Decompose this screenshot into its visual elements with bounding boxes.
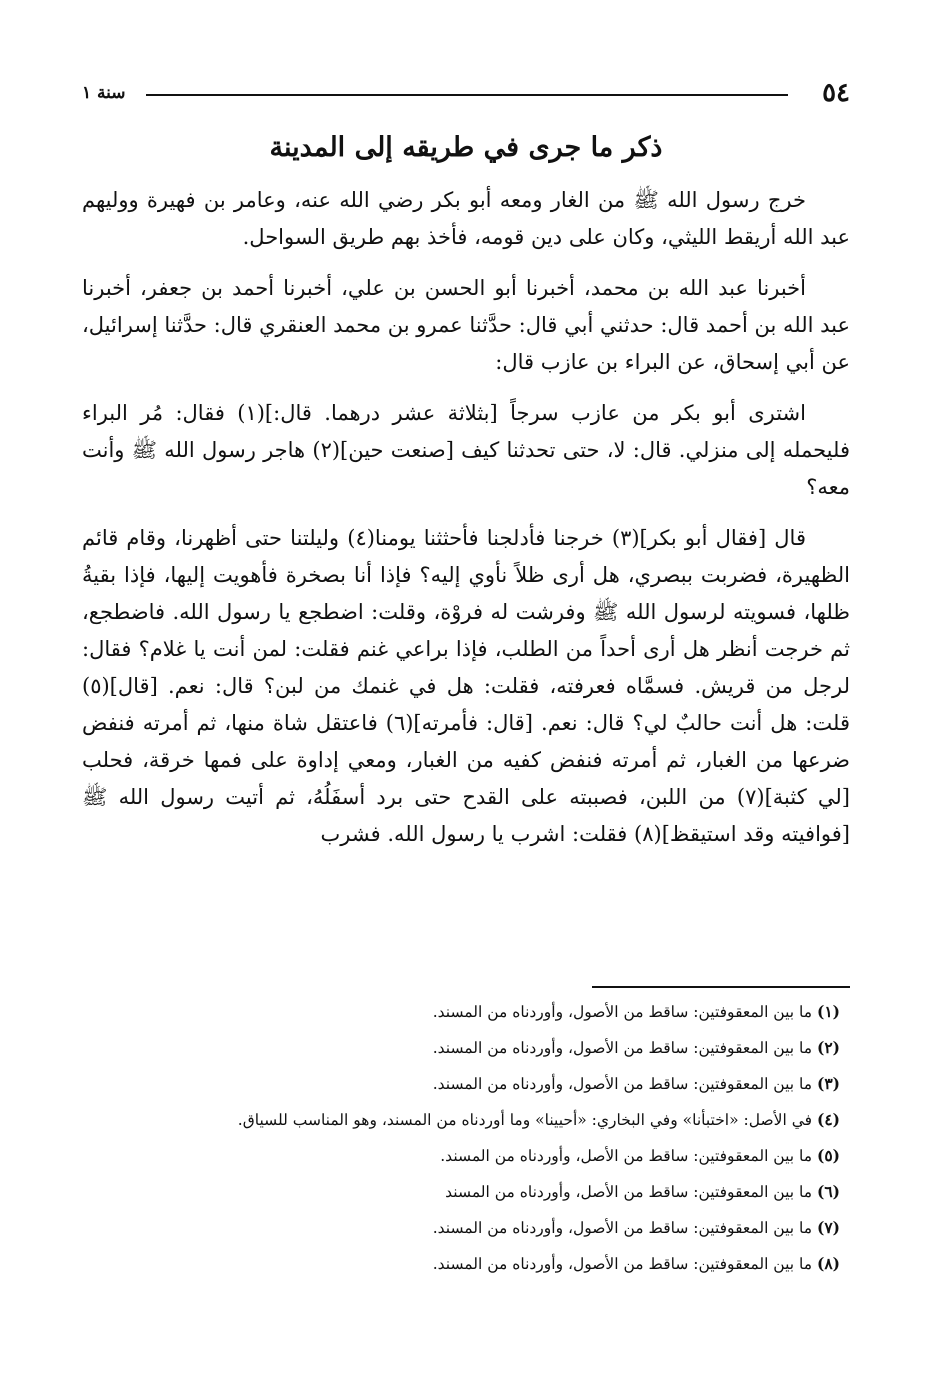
footnote: [82, 1174, 840, 1210]
header-rule: [146, 94, 788, 96]
footnote: [82, 1246, 840, 1282]
footnote-number: (٧): [816, 1218, 840, 1237]
footnote-text: ما بين المعقوفتين: ساقط من الأصل، وأوردناه من المسند.: [440, 1147, 813, 1165]
paragraph: اشترى أبو بكر من عازب سرجاً [بثلاثة عشر درهما. قال:](١) فقال: مُر البراء فليحمله إلى منزلي. قال: لا، حتى تحدثنا كيف [صنعت حين](٢) هاجر رسول الله ﷺ وأنت معه؟: [82, 401, 850, 499]
footnote-number: (٣): [816, 1074, 840, 1093]
footnote: [82, 1102, 840, 1138]
footnote: [82, 1210, 840, 1246]
footnote-number: (٥): [816, 1146, 840, 1165]
footnote-text: ما بين المعقوفتين: ساقط من الأصل، وأوردناه من المسند: [445, 1183, 813, 1201]
footnote: [82, 1066, 840, 1102]
footnote-text: ما بين المعقوفتين: ساقط من الأصول، وأوردناه من المسند.: [432, 1255, 813, 1273]
footnote: [82, 1030, 840, 1066]
footnote-number: (٤): [816, 1110, 840, 1129]
footnote-text: في الأصل: «اختبأنا» وفي البخاري: «أحيينا» وما أوردناه من المسند، وهو المناسب للسياق.: [237, 1111, 813, 1129]
running-head: سنة ١: [82, 83, 126, 103]
chapter-title: ذكر ما جرى في طريقه إلى المدينة: [269, 132, 663, 163]
footnote-text: ما بين المعقوفتين: ساقط من الأصول، وأوردناه من المسند.: [432, 1039, 813, 1057]
paragraph: خرج رسول الله ﷺ من الغار ومعه أبو بكر رضي الله عنه، وعامر بن فهيرة ووليهم عبد الله أريقط الليثي، وكان على دين قومه، فأخذ بهم طريق السواحل.: [82, 188, 850, 249]
footnote-text: ما بين المعقوفتين: ساقط من الأصول، وأوردناه من المسند.: [432, 1219, 813, 1237]
footnote-number: (٢): [816, 1038, 840, 1057]
footnote-text: ما بين المعقوفتين: ساقط من الأصول، وأوردناه من المسند.: [432, 1003, 813, 1021]
footnotes: [82, 994, 840, 1282]
footnote-number: (٨): [816, 1254, 840, 1273]
paragraph: قال [فقال أبو بكر](٣) خرجنا فأدلجنا فأحثثنا يومنا(٤) وليلتنا حتى أظهرنا، وقام قائم الظهيرة، فضربت ببصري، هل أرى ظلاً نأوي إليه؟ فإذا أنا بصخرة فأهويت إليها، فإذا بقيةُ ظلها، فسويته لرسول الله ﷺ وفرشت له فروْة، وقلت: اضطجع يا رسول الله. فاضطجع، ثم خرجت أنظر هل أرى أحداً من الطلب، فإذا براعي غنم فقلت: لمن أنت يا غلام؟ فقال: لرجل من قريش. فسمَّاه فعرفته، فقلت: هل في غنمك من لبن؟ قال: نعم. [قال](٥) قلت: هل أنت حالبٌ لي؟ قال: نعم. [قال: فأمرته](٦) فاعتقل شاة منها، ثم أمرته فنفض ضرعها من الغبار، ثم أمرته فنفض كفيه من الغبار، ومعي إداوة على فمها خرقة، فحلب [لي كثبة](٧) من اللبن، فصببته على القدح حتى برد أسفَلُهُ، ثم أتيت رسول الله ﷺ [فوافيته وقد استيقظ](٨) فقلت: اشرب يا رسول الله. فشرب: [82, 526, 850, 846]
footnote-text: ما بين المعقوفتين: ساقط من الأصول، وأوردناه من المسند.: [432, 1075, 813, 1093]
footnote-number: (٦): [816, 1182, 840, 1201]
body-text: [82, 182, 850, 867]
page-header: [82, 78, 850, 108]
page-number: ٥٤: [822, 78, 850, 108]
paragraph: أخبرنا عبد الله بن محمد، أخبرنا أبو الحسن بن علي، أخبرنا أحمد بن جعفر، أخبرنا عبد الله بن أحمد قال: حدثني أبي قال: حدَّثنا عمرو بن محمد العنقري قال: حدَّثنا إسرائيل، عن أبي إسحاق، عن البراء بن عازب قال:: [82, 276, 850, 374]
footnote-number: (١): [816, 1002, 840, 1021]
footnote: [82, 994, 840, 1030]
footnote: [82, 1138, 840, 1174]
footnote-rule: [592, 986, 850, 988]
